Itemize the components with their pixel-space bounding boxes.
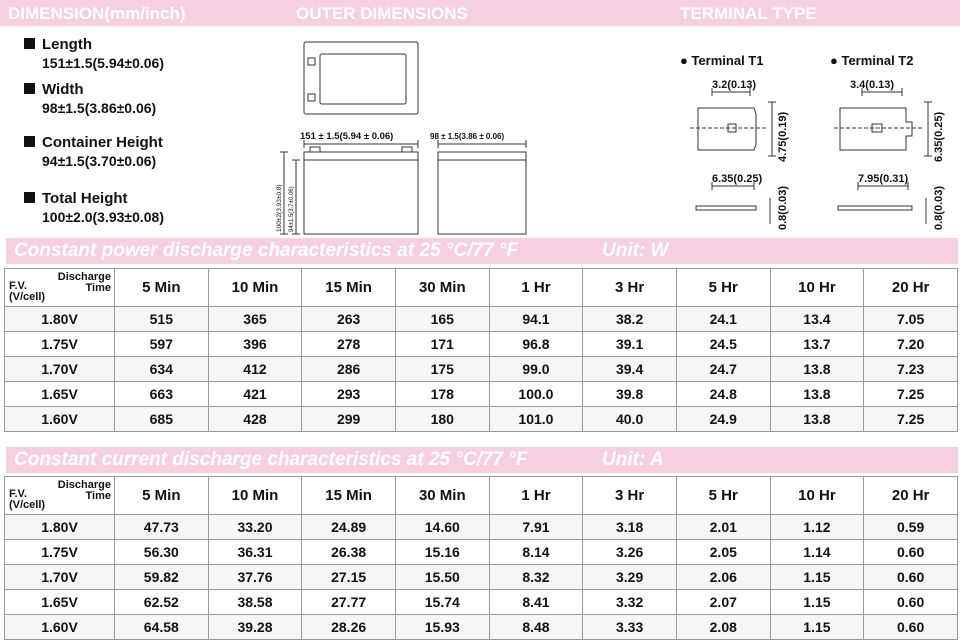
table-cell: 3.29 (583, 565, 677, 590)
row-fv-cell: 1.65V (5, 382, 115, 407)
terminal-t2-drawing (832, 74, 950, 234)
table-cell: 180 (395, 407, 489, 432)
power-discharge-table (4, 268, 958, 432)
current-section-unit: Unit: A (602, 449, 664, 470)
table-header-row (5, 477, 958, 515)
table-cell: 0.60 (864, 615, 958, 640)
terminal-t1-shape (698, 108, 756, 150)
outer-dimensions-drawing (270, 36, 540, 236)
terminal-type-header: TERMINAL TYPE (680, 4, 817, 23)
table-row (5, 332, 958, 357)
spec-label: Total Height (42, 190, 128, 207)
table-cell: 96.8 (489, 332, 583, 357)
table-cell: 7.25 (864, 407, 958, 432)
column-header: 15 Min (302, 477, 396, 515)
table-cell: 8.32 (489, 565, 583, 590)
table-cell: 38.2 (583, 307, 677, 332)
table-cell: 100.0 (489, 382, 583, 407)
corner-fv-label: F.V. (V/cell) (9, 280, 46, 303)
table-cell: 13.8 (770, 407, 864, 432)
spec-label: Container Height (42, 134, 163, 151)
table-cell: 293 (302, 382, 396, 407)
power-section-unit: Unit: W (602, 240, 669, 261)
table-cell: 28.26 (302, 615, 396, 640)
table-cell: 47.73 (115, 515, 209, 540)
table-cell: 175 (395, 357, 489, 382)
dimension-header: DIMENSION(mm/inch) (8, 4, 186, 23)
column-header: 30 Min (395, 477, 489, 515)
terminal-t2-height-dim: 6.35(0.25) (933, 111, 945, 162)
column-header: 3 Hr (583, 477, 677, 515)
column-header: 30 Min (395, 269, 489, 307)
table-cell: 7.25 (864, 382, 958, 407)
table-cell: 634 (115, 357, 209, 382)
table-cell: 99.0 (489, 357, 583, 382)
table-cell: 1.12 (770, 515, 864, 540)
table-cell: 24.89 (302, 515, 396, 540)
table-cell: 3.32 (583, 590, 677, 615)
column-header: 20 Hr (864, 477, 958, 515)
table-cell: 421 (208, 382, 302, 407)
table-cell: 24.5 (676, 332, 770, 357)
row-fv-cell: 1.75V (5, 332, 115, 357)
table-cell: 62.52 (115, 590, 209, 615)
table-cell: 1.15 (770, 565, 864, 590)
table-cell: 39.1 (583, 332, 677, 357)
table-cell: 24.8 (676, 382, 770, 407)
table-cell: 365 (208, 307, 302, 332)
table-cell: 14.60 (395, 515, 489, 540)
bullet-square-icon (24, 136, 35, 147)
corner-discharge-label: Discharge Time (57, 479, 111, 502)
table-header-row (5, 269, 958, 307)
table-cell: 59.82 (115, 565, 209, 590)
terminal-t2-shape (840, 108, 912, 150)
spec-value: 98±1.5(3.86±0.06) (42, 100, 157, 116)
table-cell: 40.0 (583, 407, 677, 432)
table-cell: 1.15 (770, 590, 864, 615)
table-cell: 26.38 (302, 540, 396, 565)
table-cell: 2.05 (676, 540, 770, 565)
table-cell: 2.01 (676, 515, 770, 540)
table-cell: 56.30 (115, 540, 209, 565)
table-cell: 33.20 (208, 515, 302, 540)
power-section-title: Constant power discharge characteristics at 25 °C/77 °F (14, 240, 519, 261)
table-corner-cell (5, 477, 115, 515)
row-fv-cell: 1.70V (5, 357, 115, 382)
table-cell: 13.8 (770, 382, 864, 407)
table-cell: 412 (208, 357, 302, 382)
table-cell: 2.06 (676, 565, 770, 590)
column-header: 5 Hr (676, 477, 770, 515)
table-cell: 597 (115, 332, 209, 357)
table-cell: 0.59 (864, 515, 958, 540)
table-cell: 39.8 (583, 382, 677, 407)
row-fv-cell: 1.65V (5, 590, 115, 615)
spec-label: Length (42, 36, 92, 53)
row-fv-cell: 1.75V (5, 540, 115, 565)
corner-discharge-label: Discharge Time (57, 271, 111, 294)
table-cell: 165 (395, 307, 489, 332)
table-cell: 27.77 (302, 590, 396, 615)
table-cell: 15.74 (395, 590, 489, 615)
corner-fv-label: F.V. (V/cell) (9, 488, 46, 511)
table-cell: 15.93 (395, 615, 489, 640)
column-header: 5 Hr (676, 269, 770, 307)
table-row (5, 307, 958, 332)
table-cell: 263 (302, 307, 396, 332)
table-cell: 24.9 (676, 407, 770, 432)
table-cell: 8.48 (489, 615, 583, 640)
battery-top-view (304, 42, 418, 114)
table-cell: 299 (302, 407, 396, 432)
table-cell: 178 (395, 382, 489, 407)
bullet-square-icon (24, 192, 35, 203)
table-cell: 64.58 (115, 615, 209, 640)
bullet-square-icon (24, 83, 35, 94)
column-header: 15 Min (302, 269, 396, 307)
table-cell: 94.1 (489, 307, 583, 332)
column-header: 20 Hr (864, 269, 958, 307)
spec-length (24, 36, 164, 71)
table-cell: 27.15 (302, 565, 396, 590)
table-row (5, 382, 958, 407)
table-cell: 286 (302, 357, 396, 382)
table-cell: 36.31 (208, 540, 302, 565)
table-cell: 24.1 (676, 307, 770, 332)
terminal-t1-height-dim: 4.75(0.19) (777, 111, 789, 162)
total-height-dimension-label: 100±2(3.93±0.8) (276, 184, 283, 232)
row-fv-cell: 1.60V (5, 615, 115, 640)
table-cell: 24.7 (676, 357, 770, 382)
row-fv-cell: 1.80V (5, 515, 115, 540)
table-cell: 15.16 (395, 540, 489, 565)
table-corner-cell (5, 269, 115, 307)
table-cell: 7.05 (864, 307, 958, 332)
table-row (5, 615, 958, 640)
table-cell: 39.4 (583, 357, 677, 382)
row-fv-cell: 1.60V (5, 407, 115, 432)
table-cell: 3.26 (583, 540, 677, 565)
column-header: 10 Hr (770, 269, 864, 307)
column-header: 5 Min (115, 477, 209, 515)
table-cell: 13.8 (770, 357, 864, 382)
battery-side-view (438, 152, 526, 234)
column-header: 1 Hr (489, 477, 583, 515)
terminal-t2-title: ● Terminal T2 (830, 53, 914, 68)
column-header: 10 Hr (770, 477, 864, 515)
terminal-t1-drawing (684, 74, 794, 234)
length-dimension-label: 151 ± 1.5(5.94 ± 0.06) (300, 131, 394, 142)
table-cell: 2.08 (676, 615, 770, 640)
table-cell: 396 (208, 332, 302, 357)
terminal-icon (308, 94, 315, 101)
row-fv-cell: 1.80V (5, 307, 115, 332)
table-cell: 1.15 (770, 615, 864, 640)
spec-value: 94±1.5(3.70±0.06) (42, 153, 157, 169)
table-row (5, 540, 958, 565)
terminal-icon (308, 58, 315, 65)
table-cell: 7.91 (489, 515, 583, 540)
terminal-t1-bottom-dim: 6.35(0.25) (712, 173, 763, 185)
table-cell: 7.23 (864, 357, 958, 382)
spec-value: 100±2.0(3.93±0.08) (42, 209, 165, 225)
terminal-t2-top-dim: 3.4(0.13) (850, 79, 895, 91)
battery-front-view (304, 152, 418, 234)
table-cell: 0.60 (864, 540, 958, 565)
terminal-icon (402, 147, 412, 152)
column-header: 3 Hr (583, 269, 677, 307)
table-cell: 0.60 (864, 565, 958, 590)
table-cell: 15.50 (395, 565, 489, 590)
table-cell: 663 (115, 382, 209, 407)
table-cell: 3.33 (583, 615, 677, 640)
bullet-square-icon (24, 38, 35, 49)
table-cell: 8.41 (489, 590, 583, 615)
table-cell: 39.28 (208, 615, 302, 640)
column-header: 5 Min (115, 269, 209, 307)
table-cell: 8.14 (489, 540, 583, 565)
table-cell: 38.58 (208, 590, 302, 615)
terminal-t2-thickness-dim: 0.8(0.03) (933, 185, 945, 230)
table-cell: 1.14 (770, 540, 864, 565)
terminal-t2-name: Terminal T2 (841, 53, 914, 68)
table-row (5, 515, 958, 540)
terminal-t2-profile (838, 206, 912, 210)
battery-label-area (320, 54, 406, 104)
table-cell: 2.07 (676, 590, 770, 615)
outer-dimensions-header: OUTER DIMENSIONS (296, 4, 468, 23)
table-cell: 101.0 (489, 407, 583, 432)
column-header: 1 Hr (489, 269, 583, 307)
terminal-t1-title: ● Terminal T1 (680, 53, 764, 68)
table-cell: 428 (208, 407, 302, 432)
table-row (5, 407, 958, 432)
table-cell: 13.7 (770, 332, 864, 357)
table-cell: 685 (115, 407, 209, 432)
table-cell: 515 (115, 307, 209, 332)
container-height-dimension-label: 94±1.5(3.7±0.06) (289, 186, 295, 232)
table-cell: 171 (395, 332, 489, 357)
table-row (5, 357, 958, 382)
current-discharge-table (4, 476, 958, 640)
width-dimension-label: 98 ± 1.5(3.86 ± 0.06) (430, 132, 505, 141)
terminal-t2-bottom-dim: 7.95(0.31) (858, 173, 909, 185)
spec-width (24, 81, 156, 116)
row-fv-cell: 1.70V (5, 565, 115, 590)
table-cell: 3.18 (583, 515, 677, 540)
spec-container-height (24, 134, 163, 169)
table-cell: 13.4 (770, 307, 864, 332)
terminal-t1-name: Terminal T1 (691, 53, 764, 68)
current-section-title: Constant current discharge characteristics at 25 °C/77 °F (14, 449, 528, 470)
table-row (5, 565, 958, 590)
table-cell: 37.76 (208, 565, 302, 590)
terminal-t1-top-dim: 3.2(0.13) (712, 79, 757, 91)
column-header: 10 Min (208, 477, 302, 515)
terminal-icon (310, 147, 320, 152)
table-cell: 278 (302, 332, 396, 357)
table-row (5, 590, 958, 615)
table-cell: 0.60 (864, 590, 958, 615)
spec-total-height (24, 190, 164, 225)
terminal-t1-profile (696, 206, 756, 210)
column-header: 10 Min (208, 269, 302, 307)
terminal-t1-thickness-dim: 0.8(0.03) (777, 185, 789, 230)
spec-value: 151±1.5(5.94±0.06) (42, 55, 165, 71)
spec-label: Width (42, 81, 84, 98)
table-cell: 7.20 (864, 332, 958, 357)
